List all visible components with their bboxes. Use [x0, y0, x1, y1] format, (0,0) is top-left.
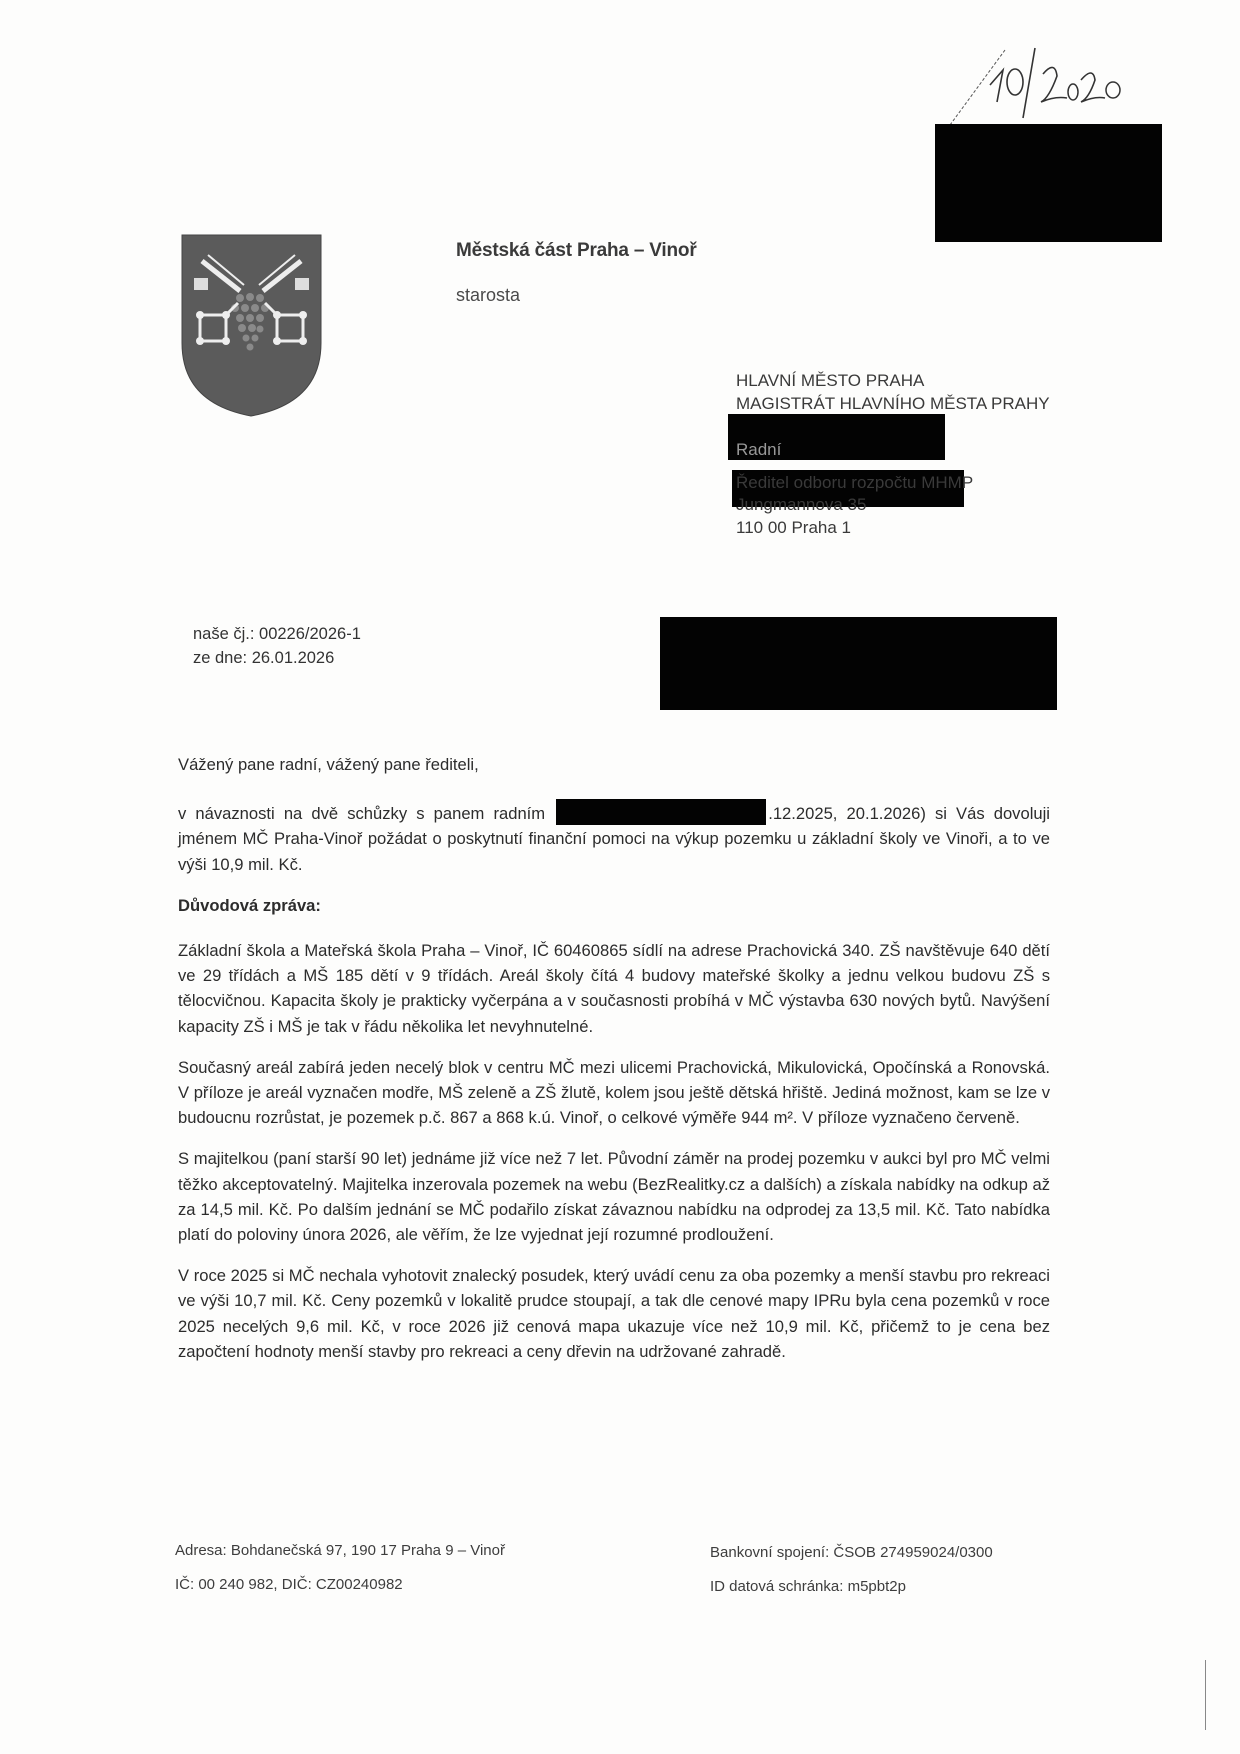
our-reference-number: naše čj.: 00226/2026-1	[193, 625, 361, 643]
coat-of-arms-logo	[180, 233, 323, 418]
recipient-line: Jungmannova 35	[736, 495, 867, 514]
footer-right	[710, 1536, 993, 1604]
sender-organization: Městská část Praha – Vinoř	[456, 240, 697, 261]
reference-block	[193, 622, 361, 670]
intro-text-after: .12.2025, 20.1.2026) si Vás dovoluji jménem MČ Praha-Vinoř požádat o poskytnutí finanční pomoci na výkup pozemku u základní školy ve Vinoři, a to ve výši 10,9 mil. Kč.	[178, 804, 1050, 874]
redaction-reference-box	[660, 617, 1057, 710]
footer-left	[175, 1534, 505, 1602]
sender-role: starosta	[456, 285, 521, 305]
recipient-address	[736, 370, 1050, 539]
salutation: Vážený pane radní, vážený pane řediteli,	[178, 755, 479, 774]
recipient-line: MAGISTRÁT HLAVNÍHO MĚSTA PRAHY	[736, 393, 1050, 413]
reference-date: ze dne: 26.01.2026	[193, 649, 335, 667]
body-paragraph: V roce 2025 si MČ nechala vyhotovit znalecký posudek, který uvádí cenu za oba pozemky a menší stavbu pro rekreaci ve výši 10,7 mil. Kč. Ceny pozemků v lokalitě prudce stoupají, a tak dle cenové mapy IPRu byla cena pozemků v roce 2025 necelých 9,6 mil. Kč, v roce 2026 již cenová mapa ukazuje více než 10,9 mil. Kč, přičemž to je cena bez započtení hodnoty menší stavby pro rekreaci a ceny dřevin na udržované zahradě.	[178, 1266, 1050, 1361]
recipient-line: Radní	[736, 440, 782, 459]
footer-ids: IČ: 00 240 982, DIČ: CZ00240982	[175, 1576, 403, 1593]
body-paragraph: Současný areál zabírá jeden necelý blok v centru MČ mezi ulicemi Prachovická, Mikulovická, Opočínská a Ronovská. V příloze je areál vyznačen modře, MŠ zeleně a ZŠ žlutě, kolem jsou ještě dětská hřiště. Jediná možnost, kam se lze v budoucnu rozrůstat, je pozemek p.č. 867 a 868 k.ú. Vinoř, o celkové výměře 944 m². V příloze vyznačeno červeně.	[178, 1057, 1050, 1128]
footer-address: Adresa: Bohdanečská 97, 190 17 Praha 9 – Vinoř	[175, 1542, 505, 1559]
letter-body	[178, 752, 1050, 1380]
body-paragraph: Základní škola a Mateřská škola Praha – Vinoř, IČ 60460865 sídlí na adrese Prachovická 340. ZŠ navštěvuje 640 dětí ve 29 třídách a MŠ 185 dětí v 9 třídách. Areál školy čítá 4 budovy mateřské školky a jednu velkou budovu ZŠ s tělocvičnou. Kapacita školy je prakticky vyčerpána a v současnosti probíhá v MČ výstavba 630 nových bytů. Navýšení kapacity ZŠ i MŠ je tak v řádu několika let nevyhnutelné.	[178, 941, 1050, 1036]
intro-paragraph	[178, 799, 1050, 877]
scan-margin-line	[1205, 1660, 1206, 1730]
recipient-line: Ředitel odboru rozpočtu MHMP	[736, 472, 974, 492]
handwritten-date-annotation	[945, 40, 1145, 130]
intro-text-before: v návaznosti na dvě schůzky s panem radním	[178, 804, 546, 824]
recipient-line: HLAVNÍ MĚSTO PRAHA	[736, 371, 925, 390]
section-heading: Důvodová zpráva:	[178, 895, 321, 915]
footer-bank: Bankovní spojení: ČSOB 274959024/0300	[710, 1544, 993, 1561]
redaction-councillor-name	[556, 799, 766, 825]
body-paragraph: S majitelkou (paní starší 90 let) jednáme již více než 7 let. Původní záměr na prodej pozemku v aukci byl pro MČ velmi těžko akceptovatelný. Majitelka inzerovala pozemek na webu (BezRealitky.cz a dalších) a získala nabídky na odkup až za 14,5 mil. Kč. Po dalším jednání se MČ podařilo získat závaznou nabídku na odprodej za 13,5 mil. Kč. Tato nabídka platí do poloviny února 2026, ale věřím, že lze vyjednat její rozumné prodloužení.	[178, 1149, 1050, 1245]
recipient-line: 110 00 Praha 1	[736, 517, 851, 537]
redaction-top-right	[935, 124, 1162, 242]
footer-databox: ID datová schránka: m5pbt2p	[710, 1578, 906, 1595]
